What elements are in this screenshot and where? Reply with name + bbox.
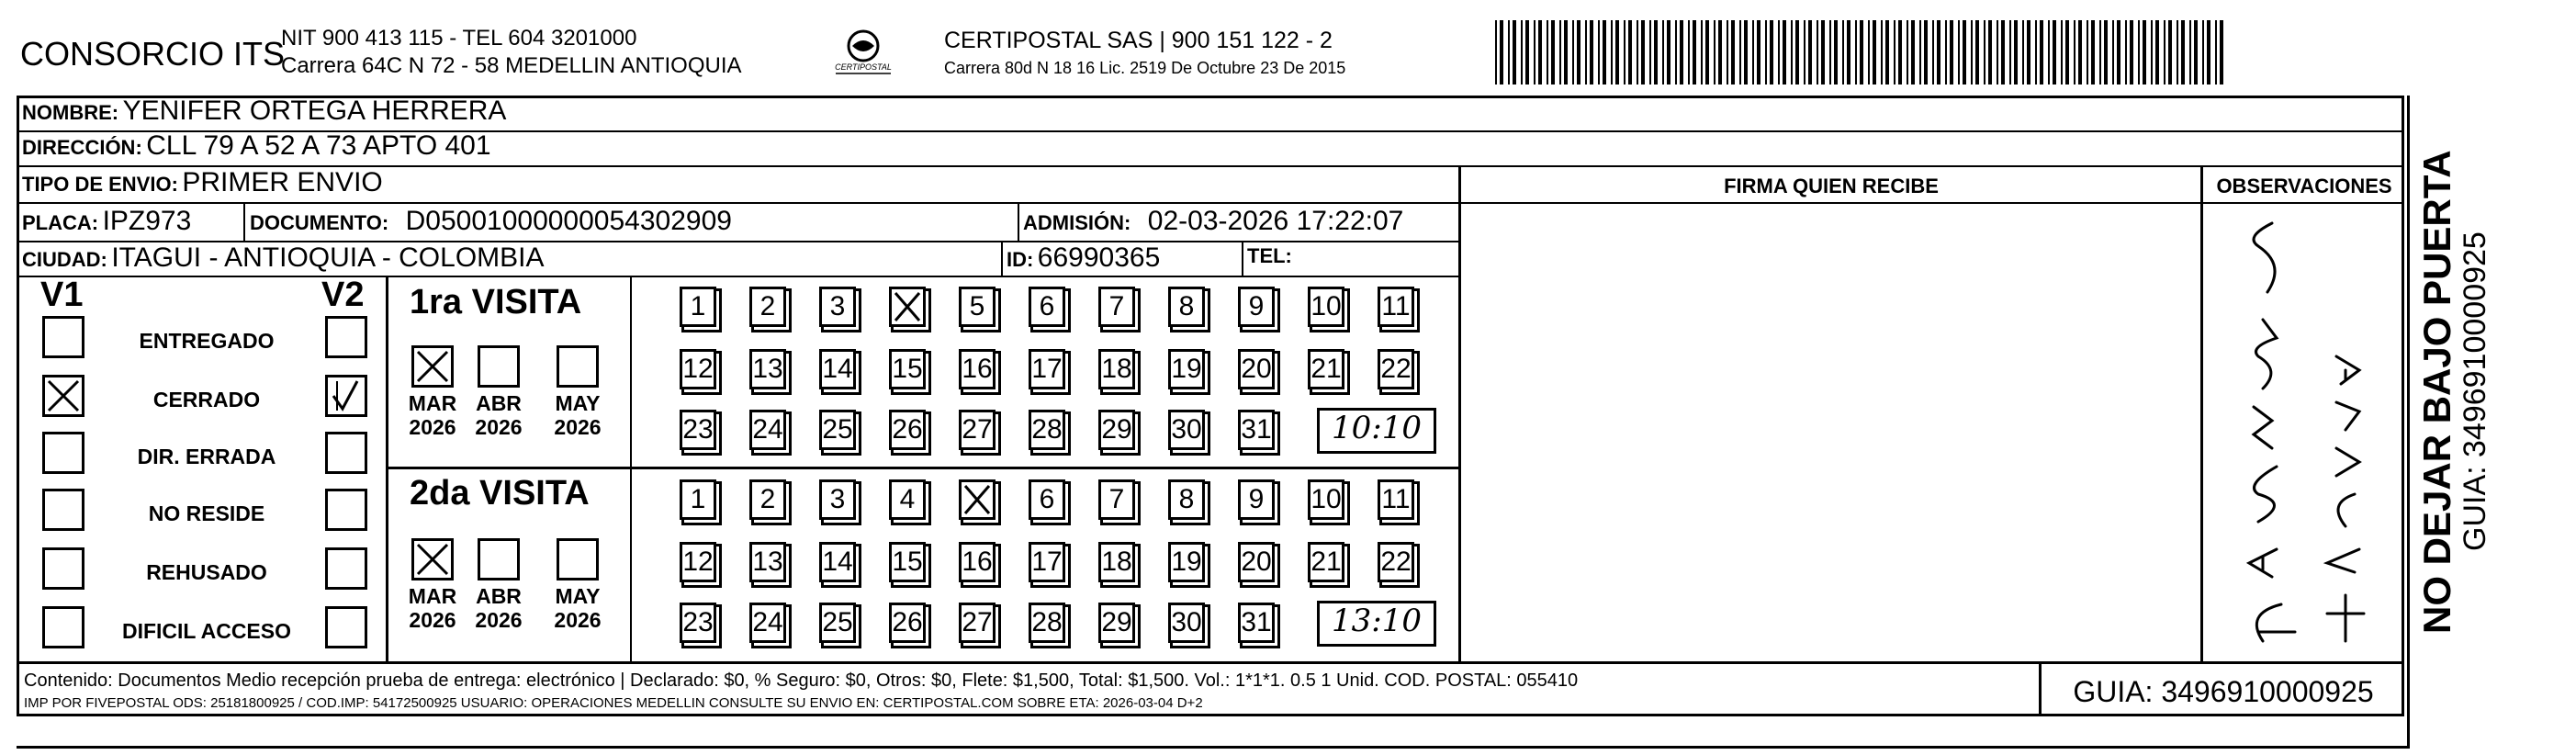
time-box[interactable]: 13:10	[1317, 601, 1436, 647]
company-address: Carrera 64C N 72 - 58 MEDELLIN ANTIOQUIA	[281, 53, 742, 78]
id-label: ID:	[1007, 248, 1034, 271]
v2-status-checkbox[interactable]	[325, 316, 367, 358]
observaciones-handwriting	[2208, 209, 2401, 659]
day-box[interactable]: 16	[959, 349, 996, 389]
day-box[interactable]: 6	[1029, 479, 1065, 520]
day-box[interactable]: 21	[1308, 349, 1344, 389]
day-box[interactable]: 27	[959, 410, 996, 450]
day-box[interactable]: 27	[959, 603, 996, 643]
day-box[interactable]: 10	[1308, 479, 1344, 520]
month-checkbox[interactable]	[478, 538, 520, 580]
company-nit: NIT 900 413 115 - TEL 604 3201000	[281, 26, 637, 51]
day-box[interactable]: 13	[749, 349, 786, 389]
month-label: MAR	[408, 584, 457, 608]
month-checkbox[interactable]	[557, 538, 599, 580]
v2-status-checkbox[interactable]	[325, 489, 367, 531]
day-box[interactable]: 7	[1098, 479, 1135, 520]
day-box[interactable]: 11	[1378, 479, 1414, 520]
month-year-label	[465, 391, 533, 439]
nombre-field	[22, 96, 506, 127]
v1-status-checkbox[interactable]	[42, 316, 84, 358]
v1-header: V1	[40, 276, 84, 314]
day-box[interactable]: 20	[1238, 349, 1275, 389]
month-year-label	[544, 391, 612, 439]
month-checkbox[interactable]	[411, 345, 454, 388]
day-box[interactable]: 17	[1029, 542, 1065, 582]
placa-value: IPZ973	[102, 206, 192, 236]
status-label: CERRADO	[152, 388, 261, 411]
first-visit-title: 1ra VISITA	[410, 283, 582, 321]
month-year-label	[399, 584, 467, 632]
ciudad-value: ITAGUI - ANTIOQUIA - COLOMBIA	[111, 242, 545, 273]
month-year-label	[399, 391, 467, 439]
day-box[interactable]: 20	[1238, 542, 1275, 582]
direccion-value: CLL 79 A 52 A 73 APTO 401	[146, 130, 491, 161]
placa-field	[22, 206, 191, 237]
day-box[interactable]: 8	[1168, 287, 1205, 327]
direccion-field	[22, 130, 491, 162]
v2-status-checkbox[interactable]	[325, 547, 367, 590]
day-box[interactable]: 9	[1238, 479, 1275, 520]
tipo-value: PRIMER ENVIO	[182, 167, 383, 197]
day-box[interactable]: 30	[1168, 603, 1205, 643]
day-box[interactable]: 23	[680, 603, 716, 643]
day-box[interactable]: 1	[680, 287, 716, 327]
day-box[interactable]: 13	[749, 542, 786, 582]
month-label: MAY	[555, 391, 601, 415]
month-label: MAR	[408, 391, 457, 415]
documento-field	[250, 206, 732, 237]
tipo-label: TIPO DE ENVIO:	[22, 173, 178, 196]
year-label: 2026	[409, 608, 456, 632]
contenido-text: Contenido: Documentos Medio recepción prueba de entrega: electrónico | Declarado: $0, % Seguro: $0, Otros: $0, Flete: $1,500, Total: $1,500. Vol.: 1*1*1. 0.5 1 Unid. COD. POSTAL: 055410	[24, 670, 1579, 691]
day-box[interactable]: 3	[819, 287, 856, 327]
day-box[interactable]: 31	[1238, 410, 1275, 450]
tel-label: TEL:	[1247, 244, 1292, 267]
time-box[interactable]: 10:10	[1317, 408, 1436, 454]
day-box[interactable]: 8	[1168, 479, 1205, 520]
logo-text: CERTIPOSTAL	[835, 62, 892, 72]
day-box[interactable]: 22	[1378, 542, 1414, 582]
status-label: DIFICIL ACCESO	[121, 619, 291, 643]
v1-status-checkbox[interactable]	[42, 432, 84, 474]
day-box[interactable]: 9	[1238, 287, 1275, 327]
placa-label: PLACA:	[22, 211, 99, 234]
day-box[interactable]: 30	[1168, 410, 1205, 450]
v2-header: V2	[321, 276, 365, 314]
day-box[interactable]: 24	[749, 410, 786, 450]
year-label: 2026	[554, 415, 602, 439]
year-label: 2026	[409, 415, 456, 439]
month-label: ABR	[476, 391, 522, 415]
day-box[interactable]: 10	[1308, 287, 1344, 327]
v2-status-checkbox[interactable]	[325, 606, 367, 648]
status-label: REHUSADO	[146, 560, 267, 584]
x-mark-icon	[414, 541, 451, 578]
day-box[interactable]: 15	[889, 349, 926, 389]
day-box[interactable]: 25	[819, 603, 856, 643]
day-box[interactable]: 21	[1308, 542, 1344, 582]
day-box[interactable]: 29	[1098, 603, 1135, 643]
side-guia: GUIA: 3496910000925	[2458, 231, 2492, 551]
day-box[interactable]: 23	[680, 410, 716, 450]
x-mark-icon	[45, 378, 82, 414]
day-box[interactable]: 6	[1029, 287, 1065, 327]
check-mark-icon	[328, 378, 365, 414]
v1-status-checkbox[interactable]	[42, 489, 84, 531]
footer-guia: GUIA: 3496910000925	[2073, 675, 2374, 708]
month-checkbox[interactable]	[411, 538, 454, 580]
id-value: 66990365	[1037, 242, 1161, 273]
second-visit-title: 2da VISITA	[410, 474, 590, 513]
documento-label: DOCUMENTO:	[250, 211, 389, 234]
day-box[interactable]: 3	[819, 479, 856, 520]
documento-value: D05001000000054302909	[405, 206, 732, 236]
day-box[interactable]: 28	[1029, 410, 1065, 450]
day-box[interactable]: 29	[1098, 410, 1135, 450]
observaciones-header: OBSERVACIONES	[2216, 175, 2392, 197]
day-box[interactable]: 26	[889, 603, 926, 643]
tel-field	[1247, 244, 1292, 268]
day-box[interactable]: 22	[1378, 349, 1414, 389]
month-label: MAY	[555, 584, 601, 608]
firma-header: FIRMA QUIEN RECIBE	[1724, 175, 1939, 197]
day-box[interactable]: 7	[1098, 287, 1135, 327]
status-label: DIR. ERRADA	[137, 445, 276, 468]
carrier-address: Carrera 80d N 18 16 Lic. 2519 De Octubre 23 De 2015	[944, 59, 1346, 77]
day-box[interactable]: 19	[1168, 349, 1205, 389]
month-year-label	[544, 584, 612, 632]
day-box[interactable]: 28	[1029, 603, 1065, 643]
x-mark-icon	[892, 289, 923, 324]
month-checkbox[interactable]	[478, 345, 520, 388]
day-box[interactable]: 25	[819, 410, 856, 450]
day-box[interactable]: 1	[680, 479, 716, 520]
company-name: CONSORCIO ITS	[20, 35, 286, 73]
barcode	[1495, 20, 2224, 85]
day-box[interactable]: 12	[680, 349, 716, 389]
day-box[interactable]: 24	[749, 603, 786, 643]
admision-value: 02-03-2026 17:22:07	[1147, 206, 1404, 236]
ciudad-label: CIUDAD:	[22, 248, 107, 271]
imp-text: IMP POR FIVEPOSTAL ODS: 25181800925 / COD.IMP: 54172500925 USUARIO: OPERACIONES MEDELLIN CONSULTE SU ENVIO EN: CERTIPOSTAL.COM SOBRE ETA: 2026-03-04 D+2	[24, 695, 1203, 711]
day-box[interactable]: 14	[819, 349, 856, 389]
x-mark-icon	[962, 482, 993, 517]
admision-label: ADMISIÓN:	[1023, 211, 1131, 234]
day-box[interactable]: 11	[1378, 287, 1414, 327]
v1-status-checkbox[interactable]	[42, 375, 84, 417]
side-notice: NO DEJAR BAJO PUERTA	[2415, 150, 2458, 634]
v2-status-checkbox[interactable]	[325, 432, 367, 474]
year-label: 2026	[554, 608, 602, 632]
ciudad-field	[22, 242, 545, 274]
day-box[interactable]: 12	[680, 542, 716, 582]
v1-status-checkbox[interactable]	[42, 547, 84, 590]
status-label: NO RESIDE	[148, 501, 265, 525]
carrier-name: CERTIPOSTAL SAS | 900 151 122 - 2	[944, 28, 1333, 53]
day-box[interactable]: 31	[1238, 603, 1275, 643]
status-label: ENTREGADO	[139, 329, 275, 353]
day-box[interactable]: 2	[749, 287, 786, 327]
day-box[interactable]: 16	[959, 542, 996, 582]
admision-field	[1023, 206, 1403, 237]
certipostal-logo	[827, 28, 900, 83]
day-box[interactable]: 15	[889, 542, 926, 582]
month-year-label	[465, 584, 533, 632]
id-field	[1007, 242, 1160, 274]
day-box[interactable]: 18	[1098, 542, 1135, 582]
nombre-label: NOMBRE:	[22, 101, 119, 124]
day-box[interactable]: 2	[749, 479, 786, 520]
v2-status-checkbox[interactable]	[325, 375, 367, 417]
year-label: 2026	[475, 415, 523, 439]
x-mark-icon	[414, 348, 451, 385]
month-checkbox[interactable]	[557, 345, 599, 388]
day-box[interactable]: 4	[889, 479, 926, 520]
tipo-field	[22, 167, 383, 198]
v1-status-checkbox[interactable]	[42, 606, 84, 648]
month-label: ABR	[476, 584, 522, 608]
day-box[interactable]: 26	[889, 410, 926, 450]
day-box[interactable]: 14	[819, 542, 856, 582]
day-box[interactable]: 18	[1098, 349, 1135, 389]
day-box[interactable]: 5	[959, 287, 996, 327]
day-box[interactable]	[889, 287, 926, 327]
day-box[interactable]: 17	[1029, 349, 1065, 389]
direccion-label: DIRECCIÓN:	[22, 136, 142, 159]
day-box[interactable]	[959, 479, 996, 520]
year-label: 2026	[475, 608, 523, 632]
day-box[interactable]: 19	[1168, 542, 1205, 582]
nombre-value: YENIFER ORTEGA HERRERA	[122, 96, 507, 126]
